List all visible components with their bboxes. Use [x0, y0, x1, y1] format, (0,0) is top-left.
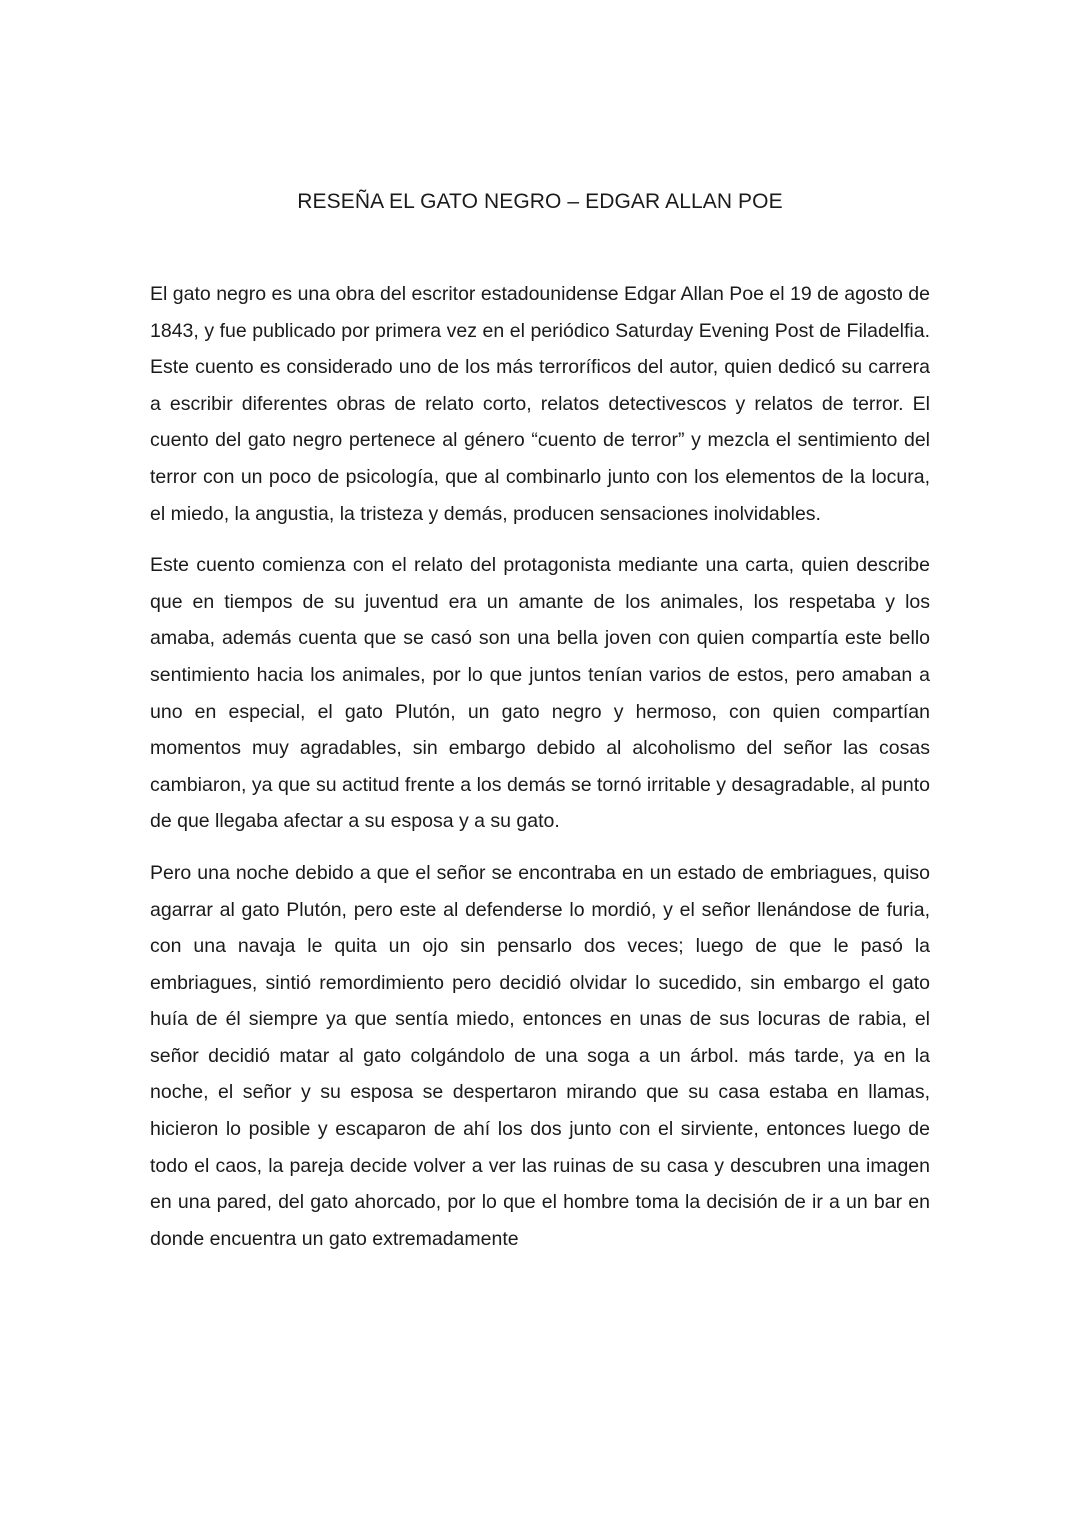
paragraph-2: Este cuento comienza con el relato del protagonista mediante una carta, quien describe que en tiempos de su juventud era un amante de los animales, los respetaba y los amaba, además cuenta que se casó son una bella joven con quien compartía este bello sentimiento hacia los animales, por lo que juntos tenían varios de estos, pero amaban a uno en especial, el gato Plutón, un gato negro y hermoso, con quien compartían momentos muy agradables, sin embargo debido al alcoholismo del señor las cosas cambiaron, ya que su actitud frente a los demás se tornó irritable y desagradable, al punto de que llegaba afectar a su esposa y a su gato. [150, 554, 930, 833]
document-body [150, 276, 930, 1272]
document-title: RESEÑA EL GATO NEGRO – EDGAR ALLAN POE [297, 190, 783, 213]
paragraph-3: Pero una noche debido a que el señor se encontraba en un estado de embriagues, quiso agarrar al gato Plutón, pero este al defenderse lo mordió, y el señor llenándose de furia, con una navaja le quita un ojo sin pensarlo dos veces; luego de que le pasó la embriagues, sintió remordimiento pero decidió olvidar lo sucedido, sin embargo el gato huía de él siempre ya que sentía miedo, entonces en unas de sus locuras de rabia, el señor decidió matar al gato colgándolo de una soga a un árbol. más tarde, ya en la noche, el señor y su esposa se despertaron mirando que su casa estaba en llamas, hicieron lo posible y escaparon de ahí los dos junto con el sirviente, entonces luego de todo el caos, la pareja decide volver a ver las ruinas de su casa y descubren una imagen en una pared, del gato ahorcado, por lo que el hombre toma la decisión de ir a un bar en donde encuentra un gato extremadamente [150, 861, 930, 1250]
paragraph-1: El gato negro es una obra del escritor estadounidense Edgar Allan Poe el 19 de agosto de 1843, y fue publicado por primera vez en el periódico Saturday Evening Post de Filadelfia. Este cuento es considerado uno de los más terroríficos del autor, quien dedicó su carrera a escribir diferentes obras de relato corto, relatos detectivescos y relatos de terror. El cuento del gato negro pertenece al género “cuento de terror” y mezcla el sentimiento del terror con un poco de psicología, que al combinarlo junto con los elementos de la locura, el miedo, la angustia, la tristeza y demás, producen sensaciones inolvidables. [150, 283, 930, 525]
